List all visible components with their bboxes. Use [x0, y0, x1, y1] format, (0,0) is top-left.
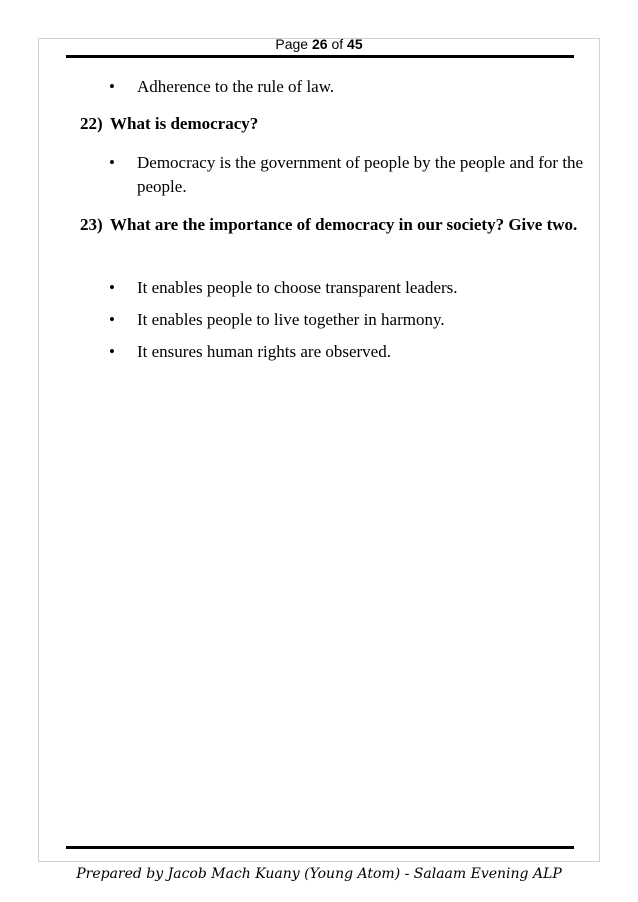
bullet-icon: •	[109, 77, 115, 96]
bullet-icon: •	[109, 153, 115, 172]
bullet-text: Democracy is the government of people by the people and for the people.	[137, 153, 584, 196]
question-text: What are the importance of democracy in our society? Give two.	[110, 215, 578, 234]
bullet-text: It enables people to choose transparent leaders.	[137, 278, 458, 297]
bullet-icon: •	[109, 310, 115, 329]
bullet-text: It enables people to live together in harmony.	[137, 310, 445, 329]
bullet-icon: •	[109, 342, 115, 361]
question-number: 22)	[80, 114, 103, 133]
bullet-icon: •	[109, 278, 115, 297]
question-number: 23)	[80, 215, 103, 234]
bullet-text: It ensures human rights are observed.	[137, 342, 391, 361]
page-header	[0, 34, 638, 54]
page-footer: Prepared by Jacob Mach Kuany (Young Atom) - Salaam Evening ALP	[76, 866, 562, 882]
page-total: 45	[347, 36, 363, 52]
header-rule	[66, 55, 574, 58]
page-prefix: Page	[275, 36, 309, 52]
footer-rule	[66, 846, 574, 849]
question-text: What is democracy?	[110, 114, 259, 133]
page-of: of	[331, 36, 344, 52]
page-current: 26	[311, 36, 328, 52]
bullet-text: Adherence to the rule of law.	[137, 77, 335, 96]
